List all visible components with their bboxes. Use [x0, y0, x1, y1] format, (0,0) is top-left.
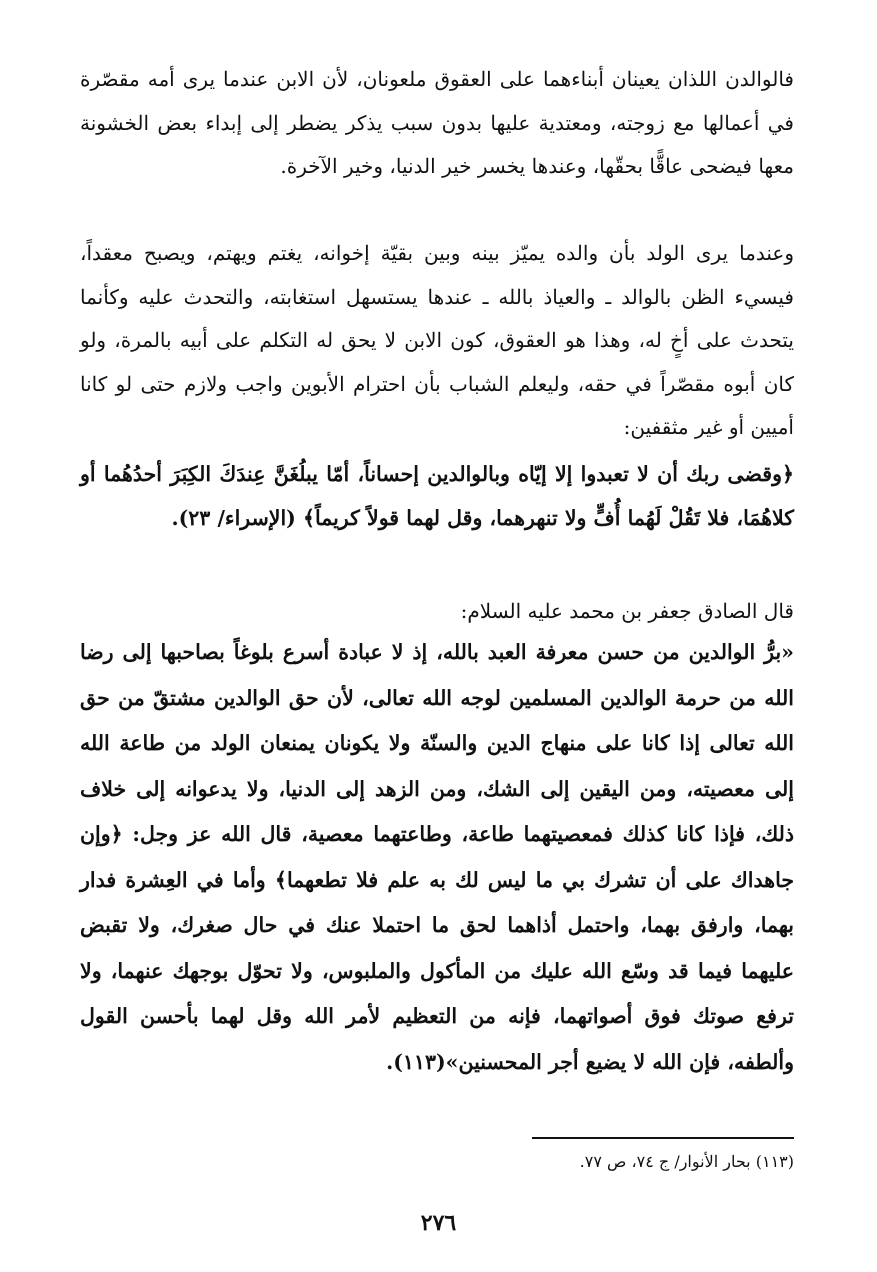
quran-verse-text: ﴿وقضى ربك أن لا تعبدوا إلا إيّاه وبالوالدين إحساناً، أمّا يبلُغَنَّ عِندَكَ الكِبَرَ أحدُهُما أو كلاهُمَا، فلا تَقُلْ لَهُما أُفٍّ ولا تنهرهما، وقل لهما قولاً كريماً﴾ (الإسراء/ ٢٣).	[80, 462, 794, 530]
footnote: (١١٣) بحار الأنوار/ ج ٧٤، ص ٧٧.	[579, 1152, 794, 1171]
hadith-text: «برُّ الوالدين من حسن معرفة العبد بالله، إذ لا عبادة أسرع بلوغاً بصاحبها إلى رضا الله من حرمة الوالدين المسلمين لوجه الله تعالى، لأن حق الوالدين مشتقّ من حق الله تعالى إذا كانا على منهاج الدين والسنّة ولا يكونان يمنعان الولد من طاعة الله إلى معصيته، ومن اليقين إلى الشك، ومن الزهد إلى الدنيا، ولا يدعوانه إلى خلاف ذلك، فإذا كانا كذلك فمعصيتهما طاعة، وطاعتهما معصية، قال الله عز وجل: ﴿وإن جاهداك على أن تشرك بي ما ليس لك به علم فلا تطعهما﴾ وأما في العِشرة فدار بهما، وارفق بهما، واحتمل أذاهما لحق ما احتملا عنك في حال صغرك، ولا تقبض عليهما فيما قد وسّع الله عليك من المأكول والملبوس، ولا تحوّل بوجهك عنهما، ولا ترفع صوتك فوق أصواتهما، فإنه من التعظيم لأمر الله وقل لهما بأحسن القول وألطفه، فإن الله لا يضيع أجر المحسنين»(١١٣).	[80, 640, 794, 1074]
page-number: ٢٧٦	[420, 1210, 457, 1236]
hadith-attribution	[80, 590, 824, 634]
quran-verse-quote	[80, 452, 824, 540]
paragraph-text: وعندما يرى الولد بأن والده يميّز بينه وبين بقيّة إخوانه، يغتم ويهتم، ويصبح معقداً، فيسيء الظن بالوالد ـ والعياذ بالله ـ عندها يستسهل استغابته، والتحدث عليه وكأنما يتحدث على أخٍ له، وهذا هو العقوق، كون الابن لا يحق له التكلم على أبيه بالمرة، ولو كان أبوه مقصّراً في حقه، وليعلم الشباب بأن احترام الأبوين واجب ولازم حتى لو كانا أميين أو غير مثقفين:	[80, 241, 794, 439]
paragraph-text: فالوالدن اللذان يعينان أبناءهما على العقوق ملعونان، لأن الابن عندما يرى أمه مقصّرة في أعمالها مع زوجته، ومعتدية عليها بدون سبب يذكر يضطر إلى إبداء بعض الخشونة معها فيضحى عاقًّا بحقّها، وعندها يخسر خير الدنيا، وخير الآخرة.	[80, 67, 794, 178]
attribution-text: قال الصادق جعفر بن محمد عليه السلام:	[460, 599, 794, 623]
hadith-quote	[80, 630, 794, 1085]
footnote-divider	[532, 1137, 794, 1139]
body-paragraph-2	[80, 232, 824, 450]
body-paragraph-1	[80, 58, 824, 189]
